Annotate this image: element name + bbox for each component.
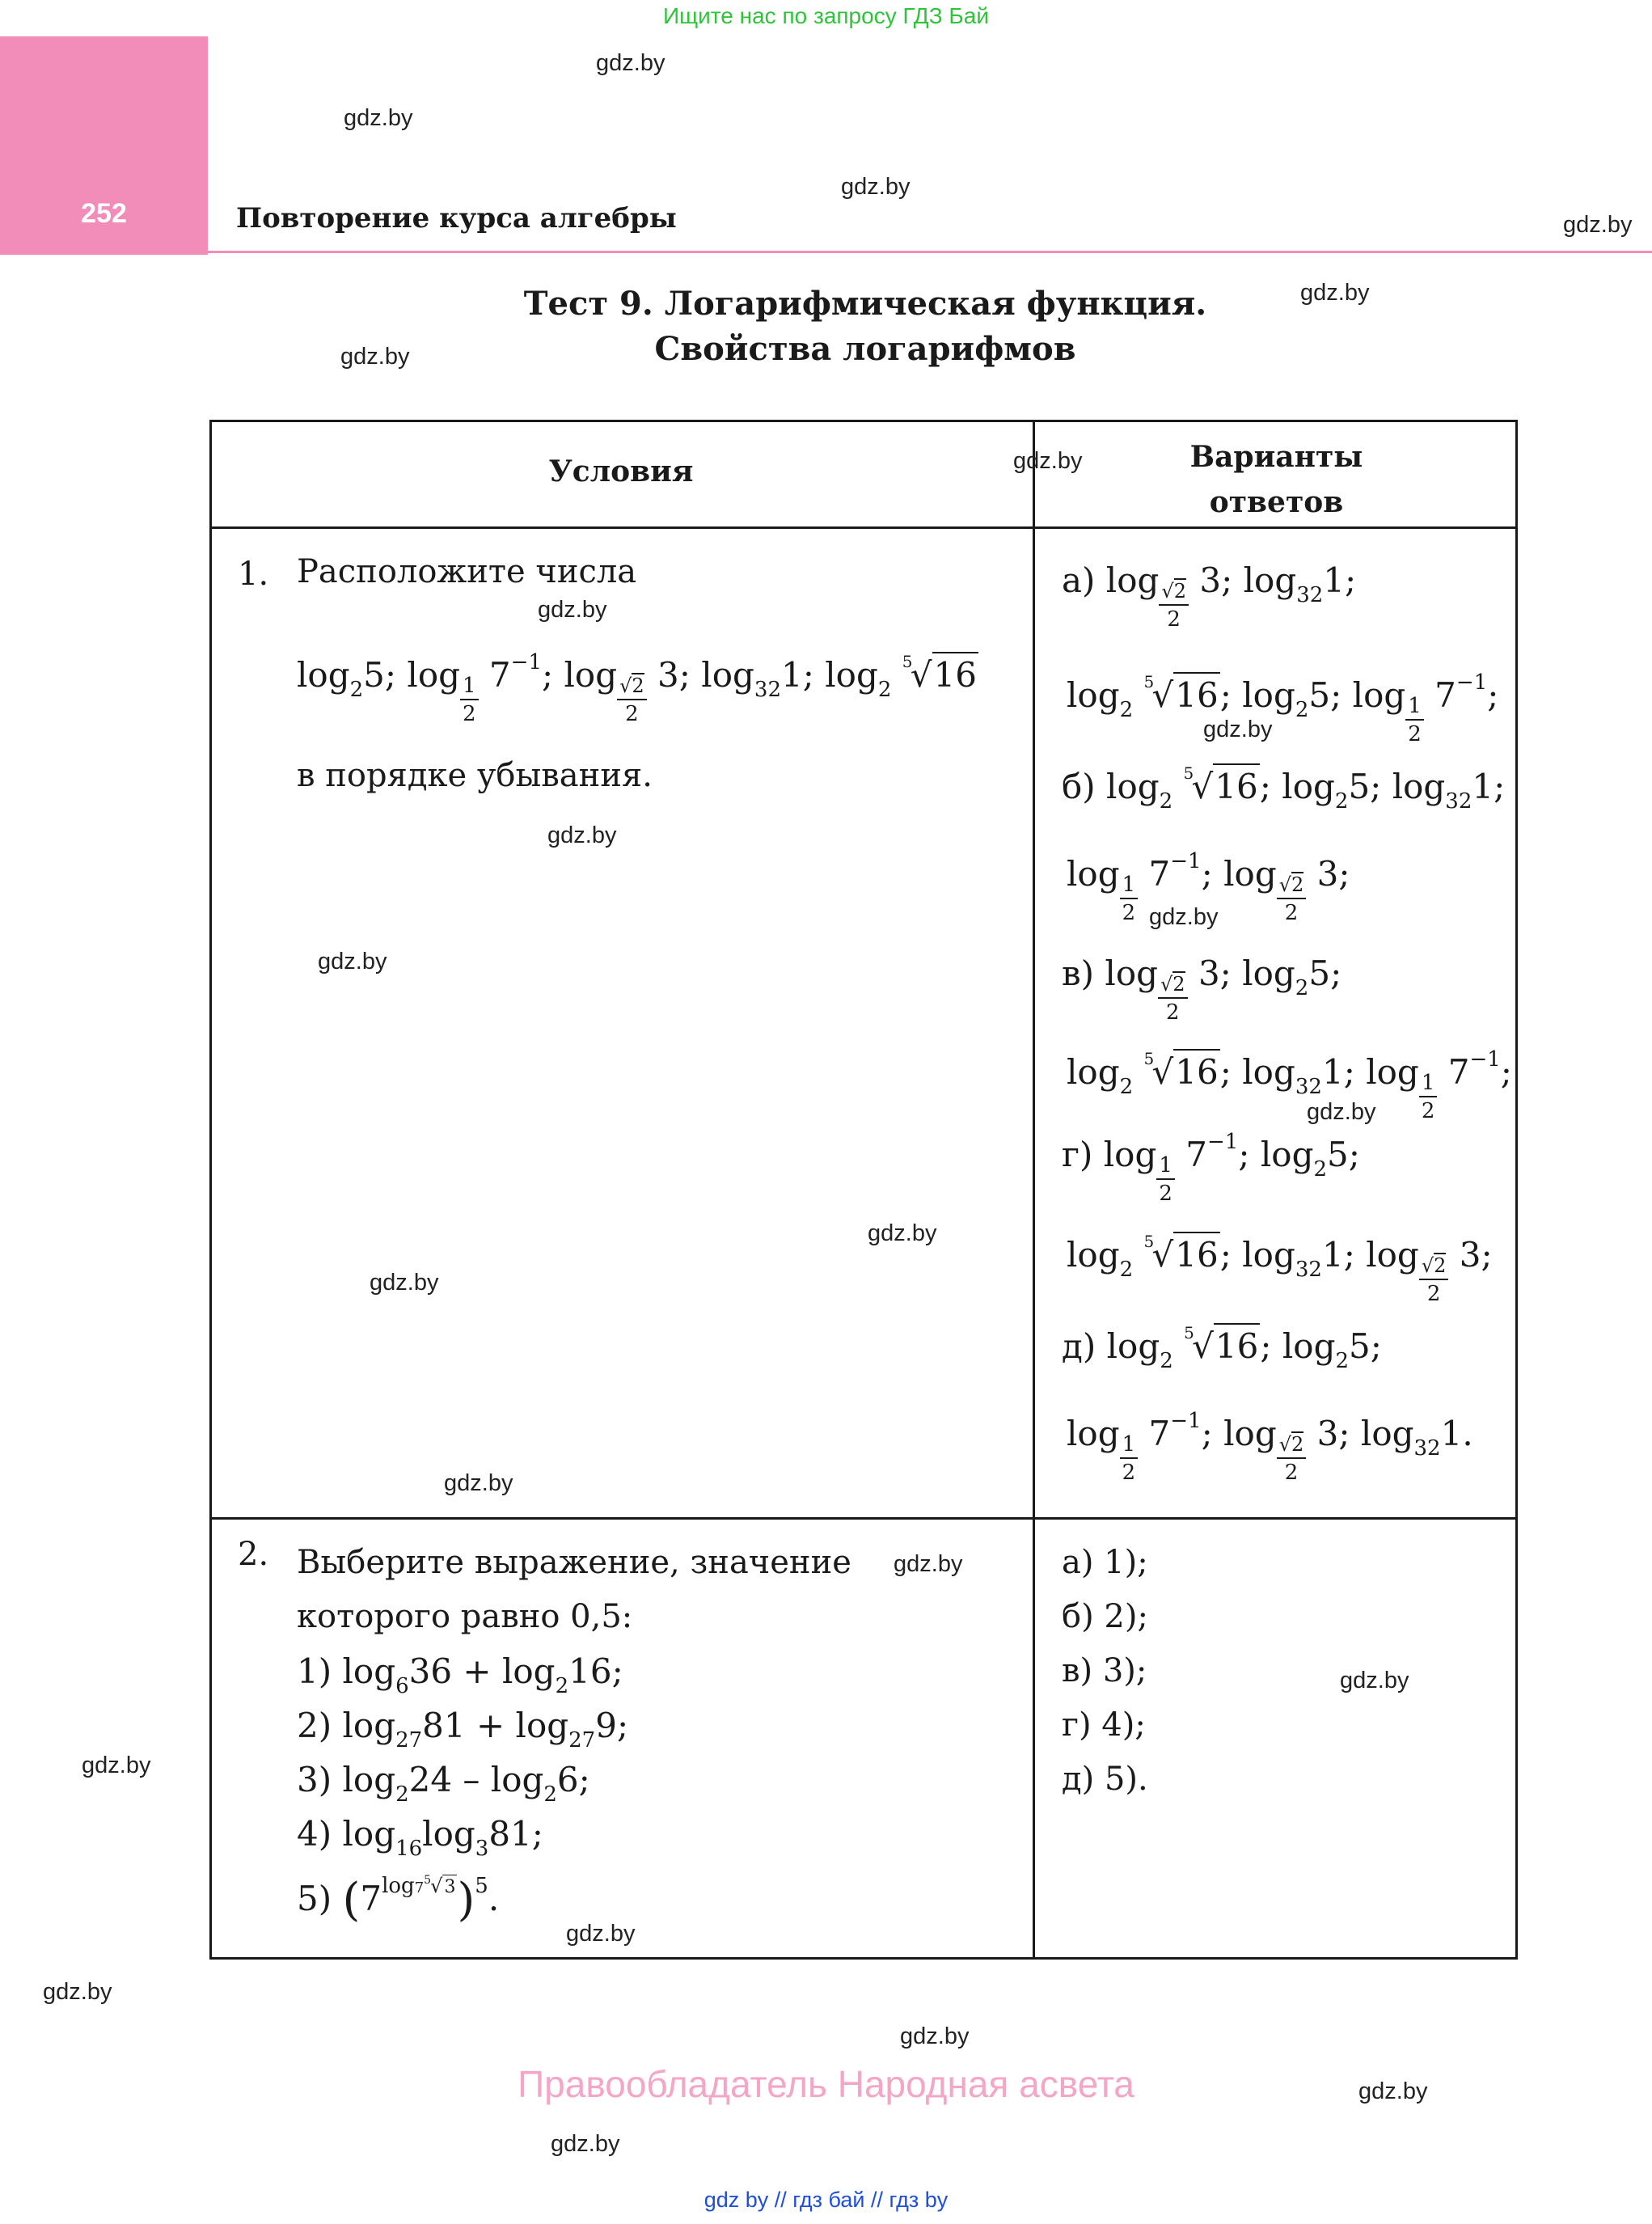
q2-option-b[interactable]: б) 2); bbox=[1062, 1598, 1148, 1635]
test-subtitle: Свойства логарифмов bbox=[654, 330, 1076, 368]
watermark: gdz.by bbox=[1203, 717, 1273, 742]
watermark: gdz.by bbox=[370, 1270, 439, 1296]
page-number: 252 bbox=[81, 198, 127, 229]
header-answers-line2: ответов bbox=[1209, 485, 1344, 519]
watermark: gdz.by bbox=[1358, 2078, 1428, 2104]
search-banner[interactable]: Ищите нас по запросу ГДЗ Бай bbox=[662, 3, 990, 28]
footer-links[interactable]: gdz by // гдз бай // гдз by bbox=[703, 2188, 949, 2212]
header-answers bbox=[1035, 434, 1518, 525]
watermark: gdz.by bbox=[82, 1753, 151, 1778]
q2-item-2: 2) $\log_{27}81 + \log_{27}9$; bbox=[297, 1706, 629, 1753]
watermark: gdz.by bbox=[566, 1921, 636, 1947]
question-2-text: Выберите выражение, значение bbox=[297, 1544, 851, 1581]
q2-item-5: 5) $(7^{log7 5 √3})^5$. bbox=[297, 1874, 500, 1926]
question-1-text: Расположите числа bbox=[297, 553, 637, 590]
question-2-text-2: которого равно 0,5: bbox=[297, 1598, 633, 1635]
q1-option-c[interactable]: в) log $\frac{√2}{2}$ 3; $\log_25$; bbox=[1062, 953, 1342, 1025]
watermark: gdz.by bbox=[538, 597, 607, 623]
watermark: gdz.by bbox=[547, 822, 617, 848]
header-rule bbox=[208, 251, 1652, 253]
watermark: gdz.by bbox=[841, 174, 911, 200]
watermark: gdz.by bbox=[1149, 904, 1219, 930]
watermark: gdz.by bbox=[1307, 1099, 1376, 1125]
watermark: gdz.by bbox=[1013, 448, 1083, 474]
table-header-divider bbox=[209, 526, 1518, 529]
header-answers-line1: Варианты bbox=[1189, 440, 1363, 474]
table-border-right bbox=[1515, 420, 1518, 1960]
question-2-number: 2. bbox=[238, 1536, 269, 1573]
watermark: gdz.by bbox=[344, 105, 413, 131]
test-title: Тест 9. Логарифмическая функция. bbox=[523, 285, 1207, 323]
question-1-numbers: $\log_25$; log $\frac{1}{2}$ $7^{-1}$; log $\frac{√2}{2}$ 3; $\log_{32}1$; $\log_2$ 5 √16 bbox=[297, 650, 977, 726]
watermark: gdz.by bbox=[43, 1979, 112, 2005]
watermark: gdz.by bbox=[894, 1551, 963, 1577]
header-conditions: Условия bbox=[548, 455, 694, 488]
q2-option-e[interactable]: д) 5). bbox=[1062, 1761, 1148, 1798]
q1-option-e-cont: log $\frac{1}{2}$ $7^{-1}$; log $\frac{√2}{2}$ 3; $\log_{32}1$. bbox=[1067, 1409, 1473, 1485]
q2-option-d[interactable]: г) 4); bbox=[1062, 1706, 1146, 1744]
copyright-notice: Правообладатель Народная асвета bbox=[518, 2063, 1134, 2105]
question-1-text-2: в порядке убывания. bbox=[297, 757, 653, 794]
table-column-divider bbox=[1033, 420, 1035, 1960]
q1-option-a-cont: $\log_2$ 5 √16; $\log_25$; log $\frac{1}{2}$ $7^{-1}$; bbox=[1067, 670, 1499, 746]
watermark: gdz.by bbox=[318, 949, 387, 975]
watermark: gdz.by bbox=[868, 1220, 937, 1246]
test-table bbox=[209, 420, 1518, 1958]
q2-option-a[interactable]: а) 1); bbox=[1062, 1544, 1148, 1581]
table-border-bottom bbox=[209, 1957, 1518, 1960]
q1-option-e[interactable]: д) $\log_2$ 5 √16; $\log_25$; bbox=[1062, 1323, 1382, 1373]
table-border-left bbox=[209, 420, 212, 1960]
table-row-divider bbox=[209, 1517, 1518, 1520]
watermark: gdz.by bbox=[596, 50, 665, 76]
watermark: gdz.by bbox=[340, 344, 410, 370]
watermark: gdz.by bbox=[1340, 1668, 1409, 1693]
q2-item-1: 1) $\log_636 + \log_216$; bbox=[297, 1651, 623, 1698]
watermark: gdz.by bbox=[444, 1470, 513, 1496]
watermark: gdz.by bbox=[551, 2131, 620, 2157]
q2-item-3: 3) $\log_224 - \log_26$; bbox=[297, 1760, 590, 1807]
watermark: gdz.by bbox=[1563, 212, 1633, 238]
q1-option-c-cont: $\log_2$ 5 √16; $\log_{32}1$; log $\frac{1}{2}$ $7^{-1}$; bbox=[1067, 1047, 1512, 1123]
q1-option-d-cont: $\log_2$ 5 √16; $\log_{32}1$; log $\frac{√2}{2}$ 3; bbox=[1067, 1232, 1493, 1306]
question-1-number: 1. bbox=[238, 556, 269, 593]
watermark: gdz.by bbox=[900, 2023, 970, 2049]
q1-option-b[interactable]: б) $\log_2$ 5 √16; $\log_25$; $\log_{32}1$; bbox=[1062, 763, 1506, 814]
q1-option-a[interactable]: а) log $\frac{√2}{2}$ 3; $\log_{32}1$; bbox=[1062, 560, 1357, 632]
q1-option-d[interactable]: г) log $\frac{1}{2}$ $7^{-1}$; $\log_25$; bbox=[1062, 1130, 1360, 1206]
watermark: gdz.by bbox=[1300, 280, 1370, 306]
q2-item-4: 4) $\log_{16}\log_381$; bbox=[297, 1814, 543, 1861]
q2-option-c[interactable]: в) 3); bbox=[1062, 1652, 1147, 1689]
q1-option-b-cont: log $\frac{1}{2}$ $7^{-1}$; log $\frac{√2}{2}$ 3; bbox=[1067, 849, 1350, 925]
table-border-top bbox=[209, 420, 1518, 422]
running-head: Повторение курса алгебры bbox=[236, 202, 677, 235]
